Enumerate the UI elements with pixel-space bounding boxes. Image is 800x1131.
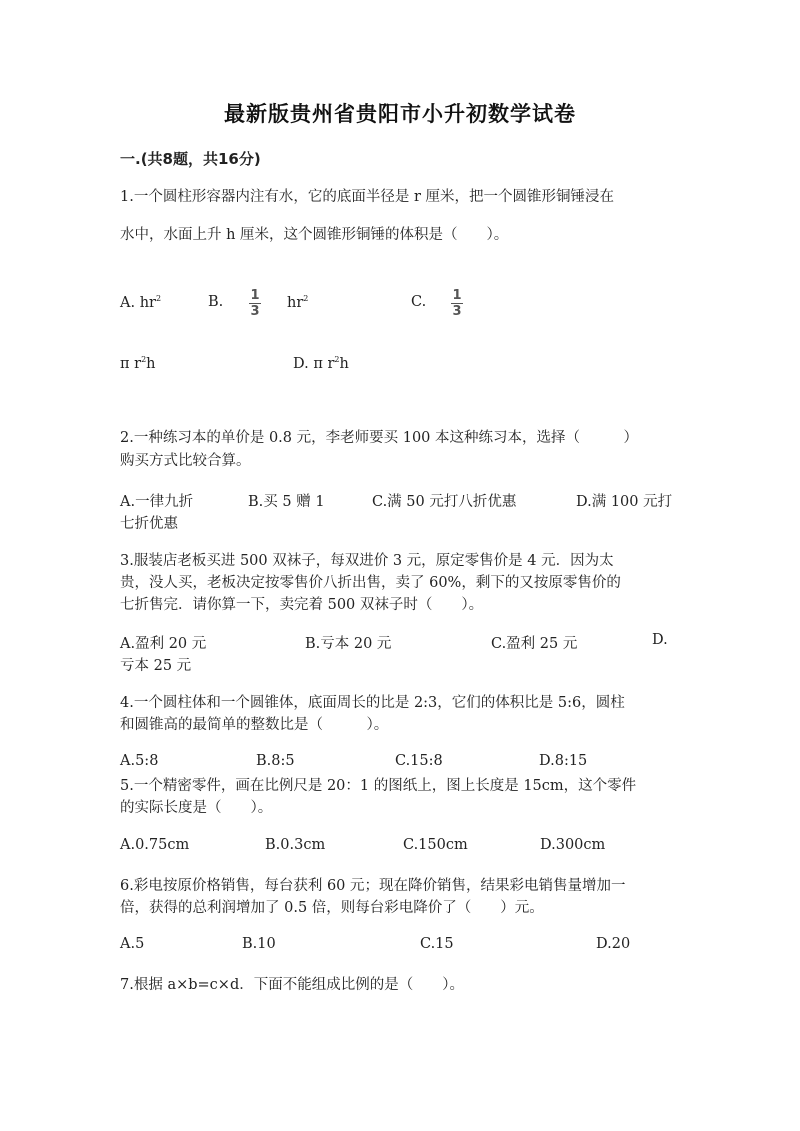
question-5-option-b: B.0.3cm <box>265 837 326 853</box>
question-7-line-1: 7.根据 a×b=c×d．下面不能组成比例的是（ ）。 <box>120 977 464 993</box>
question-6-line-2: 倍，获得的总利润增加了 0.5 倍，则每台彩电降价了（ ）元。 <box>120 900 544 916</box>
question-3-line-1: 3.服装店老板买进 500 双袜子，每双进价 3 元，原定零售价是 4 元．因为太 <box>120 553 614 569</box>
option-d-text-end: h <box>339 355 349 372</box>
question-1-option-b-expression <box>287 294 308 311</box>
option-c-text: π r <box>120 355 142 372</box>
question-4-line-1: 4.一个圆柱体和一个圆锥体，底面周长的比是 2:3，它们的体积比是 5:6，圆柱 <box>120 695 625 711</box>
question-6-option-c: C.15 <box>420 936 454 952</box>
question-5-line-1: 5.一个精密零件，画在比例尺是 20：1 的图纸上，图上长度是 15cm，这个零件 <box>120 778 637 794</box>
fraction-denominator: 3 <box>452 304 462 319</box>
question-2-option-a: A.一律九折 <box>120 494 194 510</box>
question-1-line-1: 1.一个圆柱形容器内注有水，它的底面半径是 r 厘米，把一个圆锥形铜锤浸在 <box>120 189 614 205</box>
question-4-option-a: A.5:8 <box>120 753 159 769</box>
question-2-line-2: 购买方式比较合算。 <box>120 453 251 469</box>
question-1-line-2: 水中，水面上升 h 厘米，这个圆锥形铜锤的体积是（ ）。 <box>120 227 509 243</box>
question-6-option-b: B.10 <box>242 936 276 952</box>
question-5-line-2: 的实际长度是（ ）。 <box>120 800 273 816</box>
question-1-option-b-fraction <box>249 288 261 319</box>
section-heading: 一.(共8题，共16分) <box>120 150 261 168</box>
question-3-option-d: D. <box>652 632 668 648</box>
question-3-option-c: C.盈利 25 元 <box>491 636 578 652</box>
question-6-option-d: D.20 <box>596 936 631 952</box>
question-6-option-a: A.5 <box>120 936 145 952</box>
question-4-option-b: B.8:5 <box>256 753 295 769</box>
question-1-option-c-fraction <box>451 288 463 319</box>
question-2-option-c: C.满 50 元打八折优惠 <box>372 494 517 510</box>
option-d-text: D. π r <box>293 355 335 372</box>
question-3-line-2: 贵，没人买，老板决定按零售价八折出售，卖了 60%，剩下的又按原零售价的 <box>120 575 621 591</box>
option-b-exponent: 2 <box>303 294 309 303</box>
question-3-option-b: B.亏本 20 元 <box>305 636 392 652</box>
page-title: 最新版贵州省贵阳市小升初数学试卷 <box>224 102 576 126</box>
option-a-exponent: 2 <box>155 294 162 303</box>
question-5-option-d: D.300cm <box>540 837 606 853</box>
question-4-line-2: 和圆锥高的最简单的整数比是（ ）。 <box>120 717 389 733</box>
question-1-option-d <box>293 355 349 372</box>
question-1-option-b-label: B. <box>208 294 224 310</box>
question-2-option-d: D.满 100 元打 <box>576 494 673 510</box>
fraction-denominator: 3 <box>250 304 260 319</box>
fraction-numerator: 1 <box>452 288 462 303</box>
question-5-option-a: A.0.75cm <box>120 837 190 853</box>
question-2-option-d-continued: 七折优惠 <box>120 516 178 532</box>
question-1-option-c-continued <box>120 355 156 372</box>
option-c-text-end: h <box>146 355 156 372</box>
question-2-option-b: B.买 5 赠 1 <box>248 494 325 510</box>
fraction-numerator: 1 <box>250 288 260 303</box>
option-b-text: hr <box>287 294 304 311</box>
question-3-line-3: 七折售完．请你算一下，卖完着 500 双袜子时（ ）。 <box>120 597 484 613</box>
question-1-option-a <box>120 294 161 311</box>
question-4-option-c: C.15:8 <box>395 753 443 769</box>
option-a-text: A. hr <box>120 294 156 311</box>
question-1-option-c-label: C. <box>411 294 427 310</box>
question-3-option-d-continued: 亏本 25 元 <box>120 658 192 674</box>
option-d-exponent: 2 <box>334 355 340 364</box>
question-6-line-1: 6.彩电按原价格销售，每台获利 60 元；现在降价销售，结果彩电销售量增加一 <box>120 878 626 894</box>
option-c-exponent: 2 <box>141 355 147 364</box>
question-5-option-c: C.150cm <box>403 837 468 853</box>
question-4-option-d: D.8:15 <box>539 753 588 769</box>
question-3-option-a: A.盈利 20 元 <box>120 636 207 652</box>
question-2-line-1: 2.一种练习本的单价是 0.8 元，李老师要买 100 本这种练习本，选择（ ） <box>120 430 639 446</box>
